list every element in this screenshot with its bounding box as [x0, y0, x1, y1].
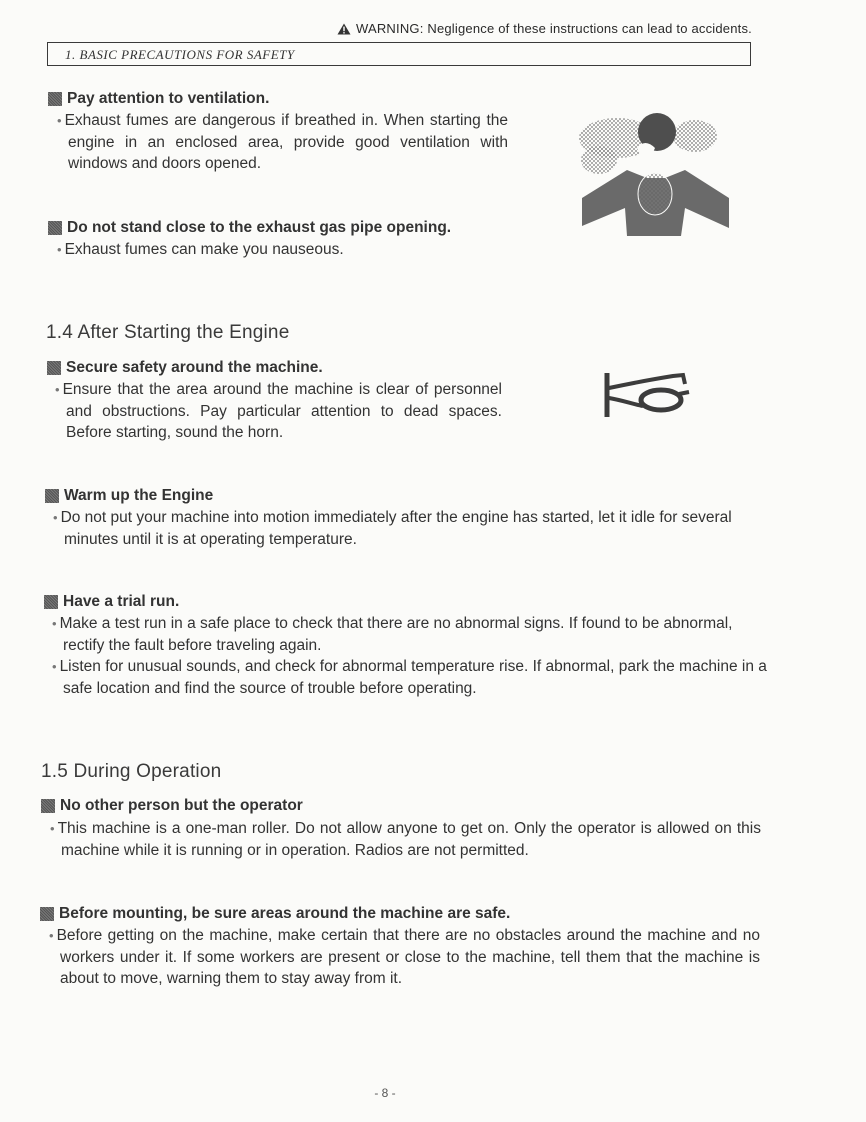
trial-run-heading [44, 593, 179, 611]
ventilation-heading [48, 90, 269, 108]
section-header-title: 1. BASIC PRECAUTIONS FOR SAFETY [65, 47, 295, 62]
trial-run-bullet-1: • Make a test run in a safe place to check that there are no abnormal signs. If found to be abnormal, rectify the fault before traveling again. [47, 613, 768, 656]
section-header-box [47, 42, 751, 66]
warning-triangle-icon [337, 23, 351, 35]
bullet-square-icon [48, 92, 62, 106]
secure-safety-bullet: • Ensure that the area around the machine is clear of personnel and obstructions. Pay particular attention to dead spaces. Before starting, sound the horn. [50, 379, 502, 444]
section-1-4-title: 1.4 After Starting the Engine [46, 322, 290, 343]
trial-run-bullet-2: • Listen for unusual sounds, and check for abnormal temperature rise. If abnormal, park the machine in a safe location and find the source of trouble before operating. [47, 656, 768, 699]
bullet-square-icon [40, 907, 54, 921]
mounting-heading [40, 905, 510, 923]
operator-heading-text: No other person but the operator [60, 797, 303, 814]
exhaust-pipe-heading-text: Do not stand close to the exhaust gas pipe opening. [67, 219, 452, 236]
bullet-square-icon [41, 799, 55, 813]
bullet-square-icon [48, 221, 62, 235]
horn-icon [603, 370, 693, 420]
operator-heading [41, 797, 303, 815]
ventilation-bullet: • Exhaust fumes are dangerous if breathed in. When starting the engine in an enclosed area, provide good ventilation with windows and doors opened. [52, 110, 508, 175]
fumes-person-icon [577, 108, 733, 238]
warning-notice [337, 21, 752, 36]
page-number: - 8 - [374, 1086, 396, 1100]
secure-safety-heading [47, 359, 323, 377]
exhaust-pipe-heading [48, 219, 451, 237]
mounting-heading-text: Before mounting, be sure areas around the machine are safe. [59, 905, 511, 922]
trial-run-heading-text: Have a trial run. [63, 593, 180, 610]
secure-safety-heading-text: Secure safety around the machine. [66, 359, 323, 376]
operator-bullet: • This machine is a one-man roller. Do not allow anyone to get on. Only the operator is allowed on this machine while it is running or in operation. Radios are not permitted. [45, 818, 761, 861]
ventilation-heading-text: Pay attention to ventilation. [67, 90, 270, 107]
bullet-square-icon [45, 489, 59, 503]
exhaust-pipe-bullet: • Exhaust fumes can make you nauseous. [52, 239, 568, 261]
mounting-bullet: • Before getting on the machine, make certain that there are no obstacles around the machine and no workers under it. If some workers are present or close to the machine, tell them that the machine is about to move, warning them to stay away from it. [44, 925, 760, 990]
bullet-square-icon [44, 595, 58, 609]
warning-text: WARNING: Negligence of these instructions can lead to accidents. [355, 21, 752, 36]
section-1-5-title: 1.5 During Operation [41, 761, 222, 782]
warm-up-bullet: • Do not put your machine into motion immediately after the engine has started, let it idle for several minutes until it is at operating temperature. [48, 507, 769, 550]
bullet-square-icon [47, 361, 61, 375]
warm-up-heading-text: Warm up the Engine [64, 487, 214, 504]
warm-up-heading [45, 487, 213, 505]
